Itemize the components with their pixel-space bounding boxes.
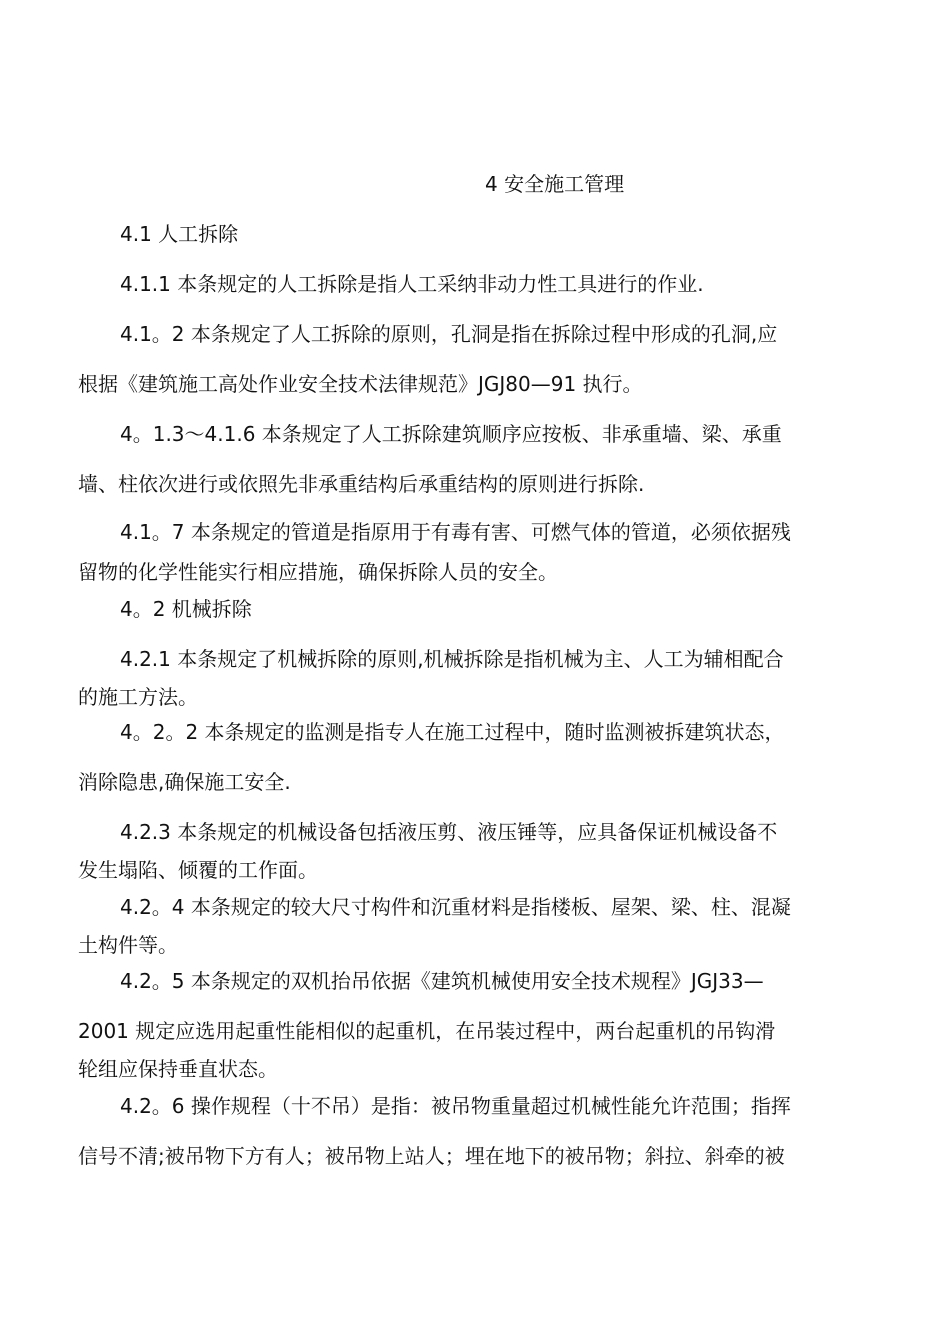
paragraph-line: 轮组应保持垂直状态。 (78, 1057, 278, 1081)
paragraph-line: 土构件等。 (78, 933, 178, 957)
paragraph-line: 4.1。2 本条规定了人工拆除的原则，孔洞是指在拆除过程中形成的孔洞,应 (120, 322, 778, 346)
paragraph-line: 留物的化学性能实行相应措施，确保拆除人员的安全。 (78, 560, 558, 584)
paragraph-line: 4.2.1 本条规定了机械拆除的原则,机械拆除是指机械为主、人工为辅相配合 (120, 647, 784, 671)
paragraph-line: 的施工方法。 (78, 685, 198, 709)
paragraph-line: 信号不清;被吊物下方有人；被吊物上站人；埋在地下的被吊物；斜拉、斜牵的被 (78, 1144, 785, 1168)
paragraph-line: 发生塌陷、倾覆的工作面。 (78, 858, 318, 882)
paragraph-line: 4.1.1 本条规定的人工拆除是指人工采纳非动力性工具进行的作业. (120, 272, 704, 296)
paragraph-line: 消除隐患,确保施工安全. (78, 770, 291, 794)
paragraph-line: 4.2。4 本条规定的较大尺寸构件和沉重材料是指楼板、屋架、梁、柱、混凝 (120, 895, 791, 919)
paragraph-line: 4.2。6 操作规程（十不吊）是指：被吊物重量超过机械性能允许范围；指挥 (120, 1094, 791, 1118)
section-title: 4 安全施工管理 (485, 172, 625, 196)
paragraph-line: 墙、柱依次进行或依照先非承重结构后承重结构的原则进行拆除. (78, 472, 645, 496)
paragraph-line: 根据《建筑施工高处作业安全技术法律规范》JGJ80—91 执行。 (78, 372, 643, 396)
heading-4-1: 4.1 人工拆除 (120, 222, 239, 246)
paragraph-line: 4.2。5 本条规定的双机抬吊依据《建筑机械使用安全技术规程》JGJ33— (120, 969, 764, 993)
heading-4-2: 4。2 机械拆除 (120, 597, 252, 621)
paragraph-line: 4.2.3 本条规定的机械设备包括液压剪、液压锤等，应具备保证机械设备不 (120, 820, 778, 844)
paragraph-line: 4。1.3～4.1.6 本条规定了人工拆除建筑顺序应按板、非承重墙、梁、承重 (120, 422, 782, 446)
paragraph-line: 2001 规定应选用起重性能相似的起重机，在吊装过程中，两台起重机的吊钩滑 (78, 1019, 776, 1043)
paragraph-line: 4.1。7 本条规定的管道是指原用于有毒有害、可燃气体的管道，必须依据残 (120, 520, 791, 544)
paragraph-line: 4。2。2 本条规定的监测是指专人在施工过程中，随时监测被拆建筑状态， (120, 720, 785, 744)
